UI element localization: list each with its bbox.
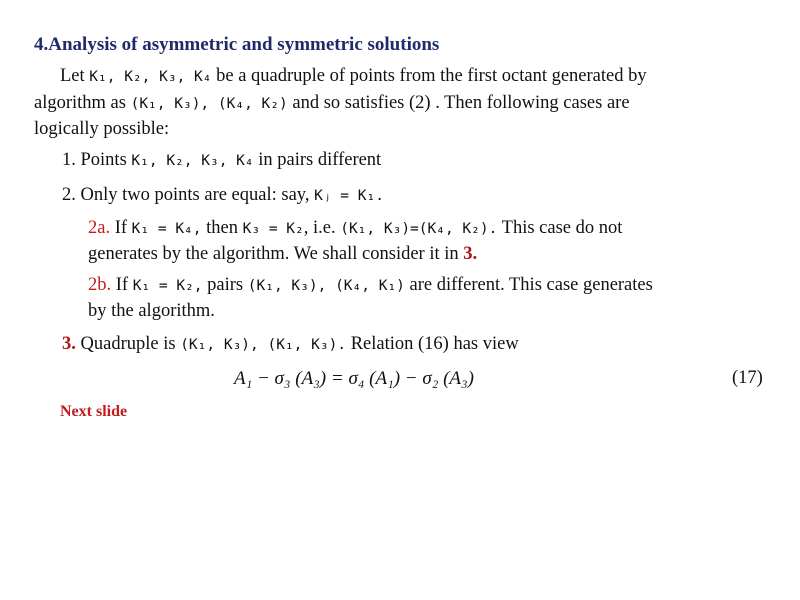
- intro-line-1: [60, 66, 647, 87]
- slide-title: 4.Analysis of asymmetric and symmetric solutions: [34, 34, 440, 55]
- item-text: then: [201, 218, 243, 238]
- item-text: , i.e.: [303, 218, 341, 238]
- points-math: K₁, K₂, K₃, K₄: [131, 153, 254, 169]
- pairs-math: (K₁, K₃)=(K₄, K₂).: [340, 221, 498, 237]
- intro-line-3: logically possible:: [34, 119, 170, 139]
- item-text: If: [110, 218, 132, 238]
- subitem-label: 2b.: [88, 275, 112, 295]
- next-slide-link[interactable]: Next slide: [60, 403, 128, 420]
- list-item-1: [62, 150, 381, 171]
- equality-math: K₃ = K₂: [242, 221, 304, 237]
- list-item-3: [62, 334, 519, 355]
- equality-math: K₁ = K₄,: [131, 221, 202, 237]
- item-text: This case do not: [497, 218, 623, 238]
- item-number: 3.: [62, 334, 76, 354]
- equation-number: (17): [732, 368, 763, 388]
- item-number: 1.: [62, 150, 76, 170]
- intro-text: and so satisfies (2) . Then following cases are: [287, 93, 630, 113]
- points-math: K₁, K₂, K₃, K₄: [89, 69, 212, 85]
- subitem-2b-line-2: by the algorithm.: [88, 301, 215, 321]
- equation-17: A₁ − σ₃ (A₃) = σ₄ (A₁) − σ₂ (A₃): [234, 368, 474, 389]
- item-text: Relation (16) has view: [346, 334, 519, 354]
- equality-math: Kⱼ = K₁.: [314, 188, 384, 204]
- intro-text: Let: [60, 66, 90, 86]
- section-reference: 3.: [463, 244, 478, 264]
- item-text: If: [111, 275, 133, 295]
- pairs-math: (K₁, K₃), (K₄, K₁): [247, 278, 405, 294]
- item-number: 2.: [62, 185, 76, 205]
- item-text: in pairs different: [253, 150, 382, 170]
- list-item-2: [62, 185, 384, 206]
- item-text: Only two points are equal: say,: [80, 185, 315, 205]
- subitem-2a-line-1: [88, 218, 622, 239]
- item-text: Points: [80, 150, 132, 170]
- pairs-math: (K₁, K₃), (K₄, K₂): [130, 96, 288, 112]
- intro-text: algorithm as: [34, 93, 131, 113]
- subitem-label: 2a.: [88, 218, 111, 238]
- item-text: are different. This case generates: [404, 275, 653, 295]
- subitem-2b-line-1: [88, 275, 653, 296]
- subitem-2a-line-2: [88, 244, 477, 265]
- item-text: generates by the algorithm. We shall consider it in: [88, 244, 464, 264]
- intro-text: be a quadruple of points from the first octant generated by: [211, 66, 647, 86]
- intro-line-2: [34, 93, 630, 114]
- item-text: pairs: [202, 275, 248, 295]
- equality-math: K₁ = K₂,: [132, 278, 203, 294]
- item-text: Quadruple is: [75, 334, 181, 354]
- pairs-math: (K₁, K₃), (K₁, K₃).: [180, 337, 347, 353]
